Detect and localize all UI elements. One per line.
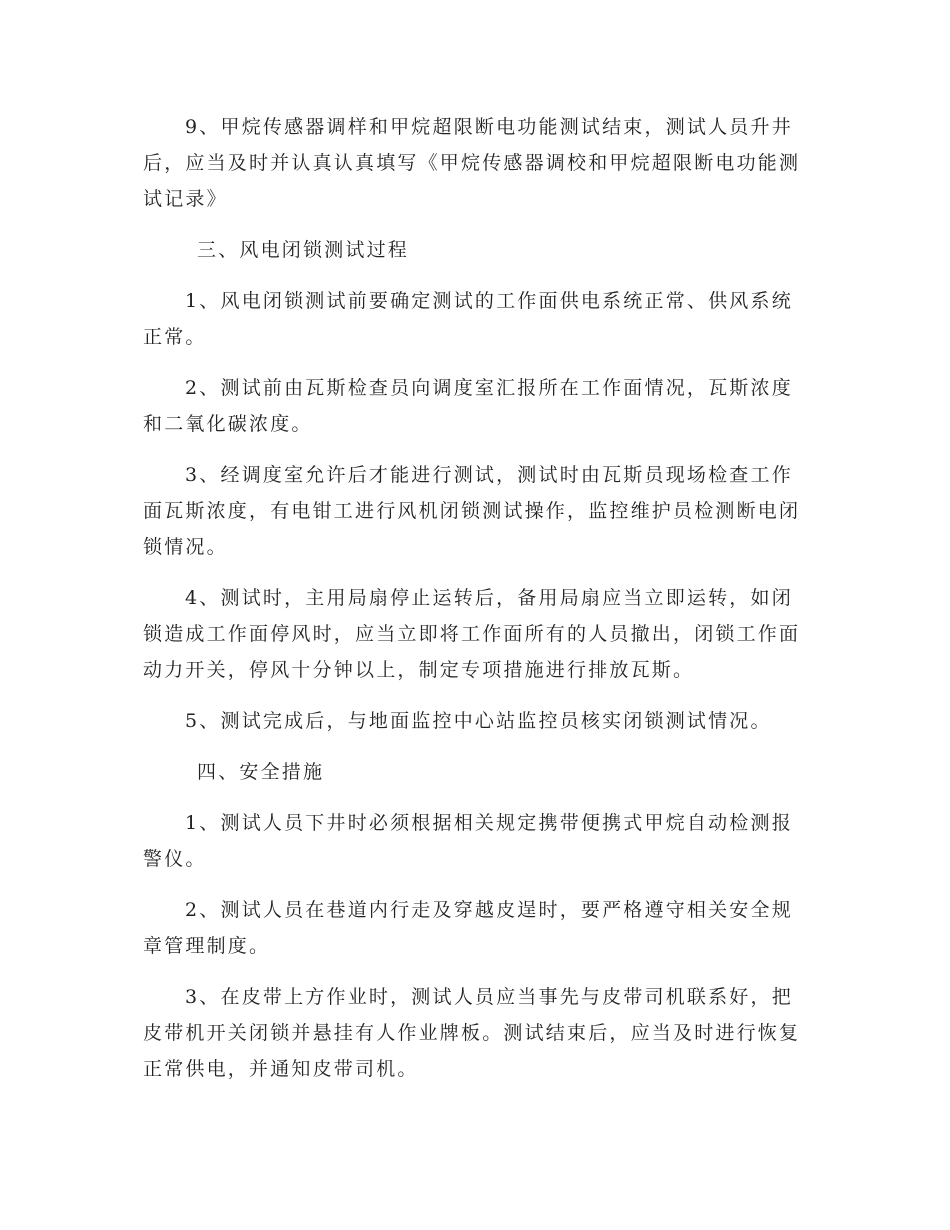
document-body — [143, 109, 807, 1087]
paragraph-item-4: 4、测试时，主用局扇停止运转后，备用局扇应当立即运转，如闭锁造成工作面停风时，应当立即将工作面所有的人员撤出，闭锁工作面动力开关，停风十分钟以上，制定专项措施进行排放瓦斯。 — [143, 587, 801, 681]
paragraph-item-2: 2、测试前由瓦斯检查员向调度室汇报所在工作面情况，瓦斯浓度和二氧化碳浓度。 — [143, 377, 793, 435]
safety-item-2: 2、测试人员在巷道内行走及穿越皮逞时，要严格遵守相关安全规章管理制度。 — [143, 899, 793, 957]
paragraph-item-1: 1、风电闭锁测试前要确定测试的工作面供电系统正常、供风系统正常。 — [143, 290, 793, 348]
safety-item-1: 1、测试人员下井时必须根据相关规定携带便携式甲烷自动检测报警仪。 — [143, 812, 793, 870]
paragraph-item-3: 3、经调度室允许后才能进行测试，测试时由瓦斯员现场检查工作面瓦斯浓度，有电钳工进行风机闭锁测试操作，监控维护员检测断电闭锁情况。 — [143, 464, 801, 558]
section-heading-4: 四、安全措施 — [197, 761, 325, 783]
safety-item-3: 3、在皮带上方作业时，测试人员应当事先与皮带司机联系好，把皮带机开关闭锁并悬挂有人作业牌板。测试结束后，应当及时进行恢复正常供电，并通知皮带司机。 — [143, 986, 801, 1080]
paragraph-item-9: 9、甲烷传感器调样和甲烷超限断电功能测试结束，测试人员升井后，应当及时并认真认真填写《甲烷传感器调校和甲烷超限断电功能测试记录》 — [143, 116, 801, 210]
paragraph-item-5: 5、测试完成后，与地面监控中心站监控员核实闭锁测试情况。 — [185, 710, 772, 732]
section-heading-3: 三、风电闭锁测试过程 — [197, 239, 410, 261]
